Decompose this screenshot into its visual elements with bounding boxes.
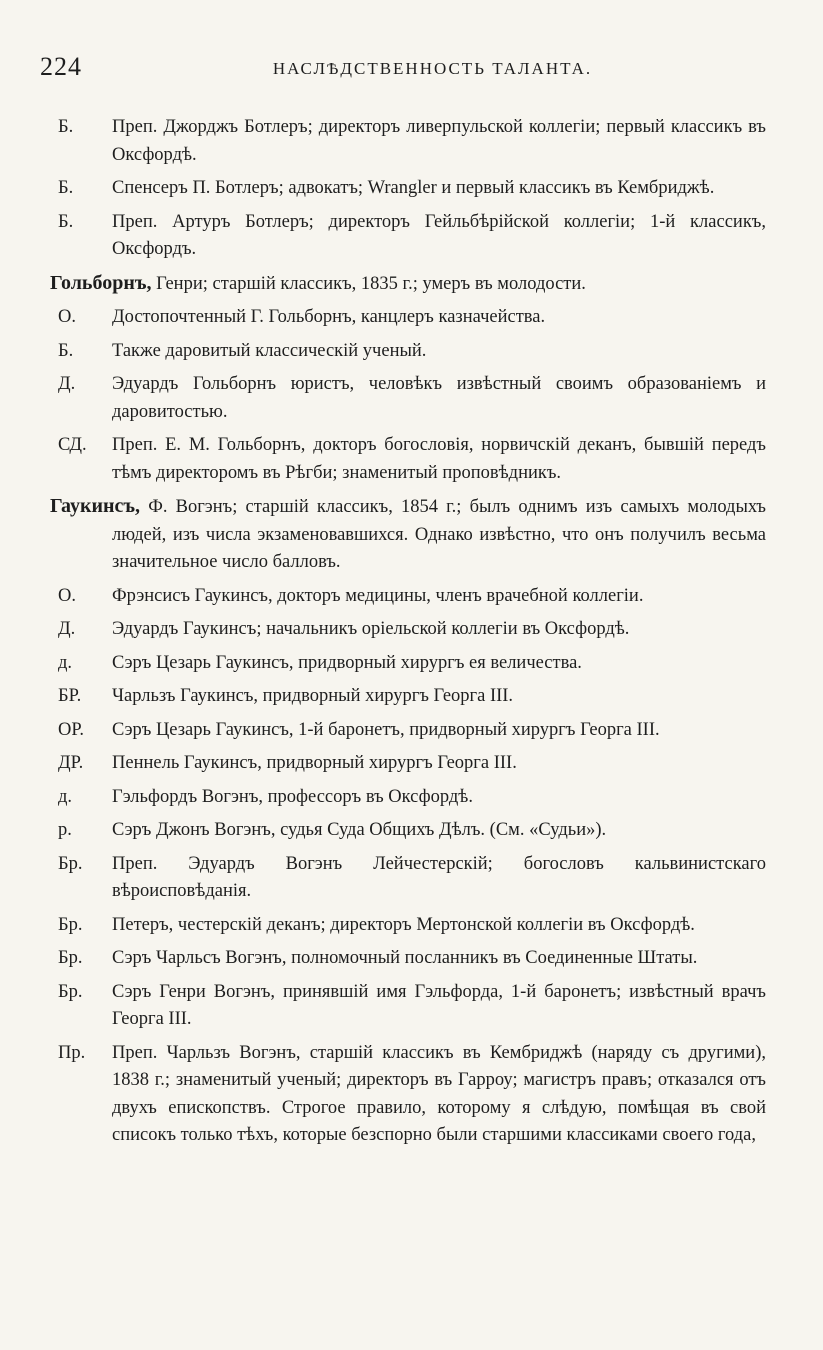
relative-entry [50,979,766,1034]
relative-entry [50,583,766,611]
entry-text: Чарльзъ Гаукинсъ, придворный хирургъ Георга III. [112,686,514,706]
entry-text: Преп. Е. М. Гольборнъ, докторъ богословія, норвичскій деканъ, бывшій передъ тѣмъ директоромъ въ Рѣгби; знаменитый проповѣдникъ. [112,435,766,483]
relation-abbr: СД. [58,435,87,455]
relative-entry [50,304,766,332]
relation-abbr: Д. [58,619,76,639]
entry-text: Сэръ Цезарь Гаукинсъ, 1-й баронетъ, придворный хирургъ Георга III. [112,719,660,740]
entry-text: Сэръ Джонъ Вогэнъ, судья Суда Общихъ Дѣлъ. (См. «Судьи»). [112,820,607,840]
entry-text: Эдуардъ Гаукинсъ; начальникъ оріельской коллегіи въ Оксфордѣ. [112,619,630,639]
entry-text: Сэръ Генри Вогэнъ, принявшій имя Гэльфорда, 1-й баронетъ; извѣстный врачъ Георга III. [112,981,766,1029]
relative-entry [50,1040,766,1150]
relation-abbr: Б. [58,117,74,137]
relation-abbr: Д. [58,374,76,394]
relative-entry [50,650,766,678]
entry-text: Преп. Джорджъ Ботлеръ; директоръ ливерпульской коллегіи; первый классикъ въ Оксфордѣ. [112,117,766,165]
entry-text: Генри; старшій классикъ, 1835 г.; умеръ въ молодости. [151,273,586,294]
relative-entry [50,338,766,366]
entry-text: Преп. Чарльзъ Вогэнъ, старшій классикъ въ Кембриджѣ (наряду съ другими), 1838 г.; знаменитый ученый; директоръ въ Гарроу; магистръ правъ; отказался отъ двухъ епископствъ. Строгое правило, которому я слѣдую, помѣщая въ свой списокъ только тѣхъ, которые безспорно были старшими классиками своего года, [112,1042,766,1145]
relation-abbr: Бр. [58,948,83,968]
relative-entry [50,851,766,906]
relation-abbr: д. [58,786,73,807]
entry-text: Сэръ Чарльсъ Вогэнъ, полномочный посланникъ въ Соединенные Штаты. [112,948,698,968]
relation-abbr: Б. [58,178,74,198]
relation-abbr: Пр. [58,1042,86,1063]
entry-name: Гольборнъ, [50,271,152,294]
main-entry [50,493,766,577]
relation-abbr: Б. [58,211,74,232]
relative-entry [50,683,766,711]
relative-entry [50,750,766,778]
relative-entry [50,616,766,644]
relation-abbr: Бр. [58,981,83,1002]
page-number: 224 [40,52,82,81]
entry-text: Преп. Артуръ Ботлеръ; директоръ Гейльбѣрійской коллегіи; 1-й классикъ, Оксфордъ. [112,211,766,259]
relative-entry [50,817,766,845]
relative-entry [50,114,766,169]
main-entry [50,270,766,299]
page-body [50,114,766,1156]
relation-abbr: ДР. [58,753,84,773]
entry-name: Гаукинсъ, [50,495,141,517]
relation-abbr: О. [58,307,76,327]
relative-entry [50,912,766,940]
entry-text: Эдуардъ Гольборнъ юристъ, человѣкъ извѣстный своимъ образованіемъ и даровитостью. [112,374,766,422]
entry-text: Петеръ, честерскій деканъ; директоръ Мертонской коллегіи въ Оксфордѣ. [112,914,695,935]
relation-abbr: Бр. [58,853,83,874]
relation-abbr: р. [58,820,72,840]
entry-text: Преп. Эдуардъ Вогэнъ Лейчестерскій; богословъ кальвинистскаго вѣроисповѣданія. [112,853,766,901]
relative-entry [50,717,766,745]
entry-text: Также даровитый классическій ученый. [112,340,427,361]
relative-entry [50,175,766,203]
relative-entry [50,784,766,812]
relative-entry [50,432,766,487]
relative-entry [50,209,766,264]
entry-text: Пеннель Гаукинсъ, придворный хирургъ Георга III. [112,753,517,773]
relative-entry [50,945,766,973]
relation-abbr: БР. [58,686,82,706]
relation-abbr: ОР. [58,719,84,740]
entry-text: Гэльфордъ Вогэнъ, профессоръ въ Оксфордѣ. [112,786,473,807]
entry-text: Фрэнсисъ Гаукинсъ, докторъ медицины, членъ врачебной коллегіи. [112,585,644,606]
entry-text: Сэръ Цезарь Гаукинсъ, придворный хирургъ ея величества. [112,652,582,673]
page-header [40,52,785,92]
entry-text: Спенсеръ П. Ботлеръ; адвокатъ; Wrangler и первый классикъ въ Кембриджѣ. [112,178,715,198]
relation-abbr: д. [58,652,73,673]
relation-abbr: Бр. [58,914,83,935]
entry-text: Ф. Вогэнъ; старшій классикъ, 1854 г.; былъ однимъ изъ самыхъ молодыхъ людей, изъ числа экзаменовавшихся. Однако извѣстно, что онъ получилъ весьма значительное число балловъ. [112,497,766,572]
relative-entry [50,371,766,426]
relation-abbr: О. [58,585,76,606]
entry-text: Достопочтенный Г. Гольборнъ, канцлеръ казначейства. [112,307,546,327]
relation-abbr: Б. [58,340,74,361]
running-title: НАСЛѢДСТВЕННОСТЬ ТАЛАНТА. [272,59,593,78]
